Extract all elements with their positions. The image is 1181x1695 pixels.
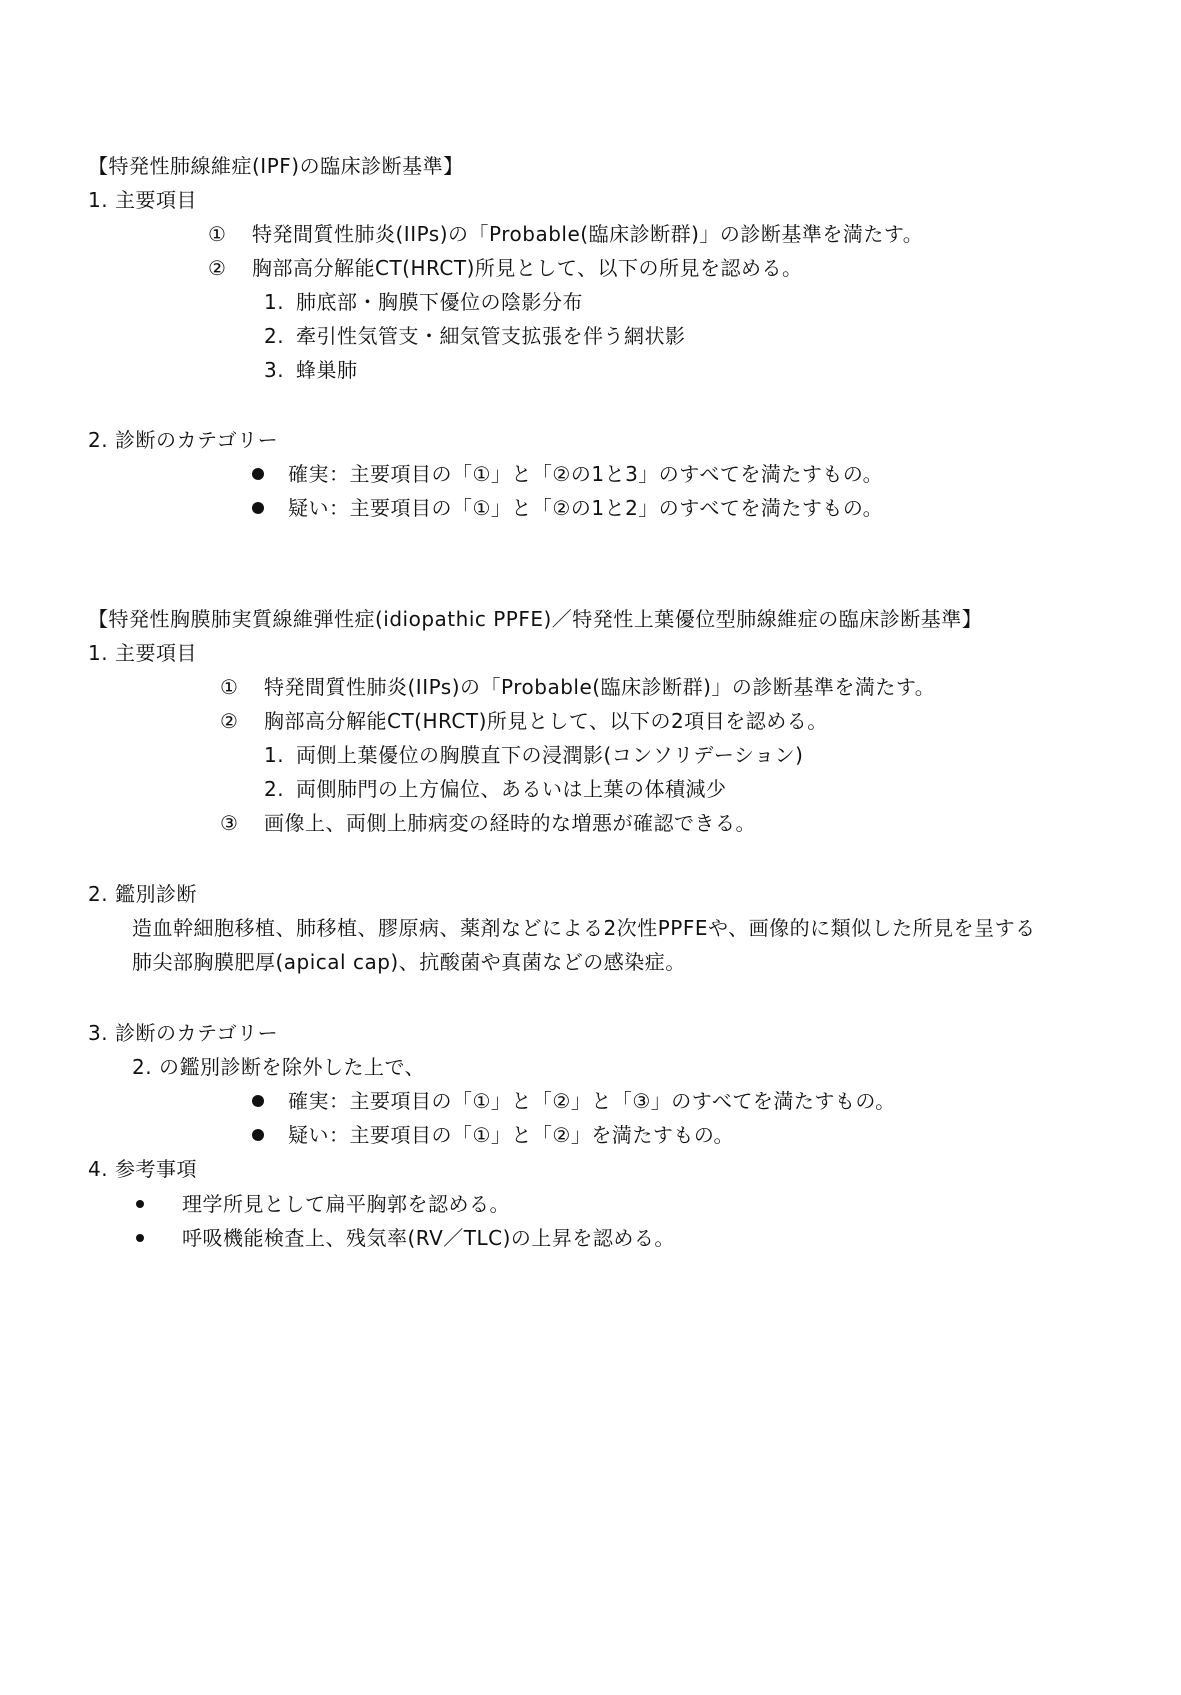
ppfe-diff-heading: 2. 鑑別診断 xyxy=(88,882,197,906)
ppfe-title: 【特発性胸膜肺実質線維弾性症(idiopathic PPFE)／特発性上葉優位型肺線維症の臨床診断基準】 xyxy=(88,607,983,631)
ppfe-ref-item-2 xyxy=(136,1224,675,1252)
ppfe-category-item-2 xyxy=(252,1121,734,1149)
category-text: 確実：主要項目の「①」と「②」と「③」のすべてを満たすもの。 xyxy=(288,1089,896,1113)
sub-number: 3. xyxy=(264,358,285,382)
ipf-sub-item-3 xyxy=(264,356,358,384)
ppfe-diff-line-2: 肺尖部胸膜肥厚(apical cap)、抗酸菌や真菌などの感染症。 xyxy=(132,950,686,974)
sub-text: 牽引性気管支・細気管支拡張を伴う網状影 xyxy=(296,324,686,348)
sub-text: 肺底部・胸膜下優位の陰影分布 xyxy=(296,290,583,314)
ppfe-item-1 xyxy=(220,673,935,701)
bullet-icon xyxy=(136,1234,144,1242)
sub-text: 蜂巣肺 xyxy=(296,358,358,382)
ipf-category-heading: 2. 診断のカテゴリー xyxy=(88,428,279,452)
circled-number-2: ② xyxy=(208,256,227,280)
bullet-icon xyxy=(252,1129,264,1141)
ipf-title: 【特発性肺線維症(IPF)の臨床診断基準】 xyxy=(88,154,464,178)
category-text: 疑い：主要項目の「①」と「②」を満たすもの。 xyxy=(288,1123,735,1147)
bullet-icon xyxy=(136,1200,144,1208)
ipf-main-heading: 1. 主要項目 xyxy=(88,188,197,212)
sub-text: 両側肺門の上方偏位、あるいは上葉の体積減少 xyxy=(296,777,727,801)
ppfe-ref-heading: 4. 参考事項 xyxy=(88,1157,197,1181)
ipf-item-1-text: 特発間質性肺炎(IIPs)の「Probable(臨床診断群)」の診断基準を満たす。 xyxy=(252,222,924,246)
bullet-icon xyxy=(252,1095,264,1107)
sub-number: 2. xyxy=(264,777,285,801)
category-text: 疑い：主要項目の「①」と「②の1と2」のすべてを満たすもの。 xyxy=(288,496,884,520)
ppfe-item-1-text: 特発間質性肺炎(IIPs)の「Probable(臨床診断群)」の診断基準を満たす。 xyxy=(264,675,936,699)
bullet-icon xyxy=(252,502,264,514)
ppfe-diff-line-1: 造血幹細胞移植、肺移植、膠原病、薬剤などによる2次性PPFEや、画像的に類似した所見を呈する xyxy=(132,916,1036,940)
ppfe-category-intro: 2. の鑑別診断を除外した上で、 xyxy=(132,1055,426,1079)
circled-number-2: ② xyxy=(220,709,239,733)
ipf-item-2 xyxy=(208,254,803,282)
circled-number-1: ① xyxy=(220,675,239,699)
ipf-item-2-text: 胸部高分解能CT(HRCT)所見として、以下の所見を認める。 xyxy=(252,256,803,280)
ipf-category-item-1 xyxy=(252,460,883,488)
ppfe-item-2-text: 胸部高分解能CT(HRCT)所見として、以下の2項目を認める。 xyxy=(264,709,828,733)
ipf-category-item-2 xyxy=(252,494,883,522)
sub-text: 両側上葉優位の胸膜直下の浸潤影(コンソリデーション) xyxy=(296,743,804,767)
ppfe-ref-item-1 xyxy=(136,1190,510,1218)
ref-text: 理学所見として扁平胸郭を認める。 xyxy=(182,1192,510,1216)
circled-number-3: ③ xyxy=(220,811,239,835)
bullet-icon xyxy=(252,468,264,480)
ppfe-item-3-text: 画像上、両側上肺病変の経時的な増悪が確認できる。 xyxy=(264,811,756,835)
ppfe-category-item-1 xyxy=(252,1087,896,1115)
sub-number: 2. xyxy=(264,324,285,348)
ppfe-item-3 xyxy=(220,809,756,837)
category-text: 確実：主要項目の「①」と「②の1と3」のすべてを満たすもの。 xyxy=(288,462,884,486)
ppfe-item-2 xyxy=(220,707,828,735)
ppfe-category-heading: 3. 診断のカテゴリー xyxy=(88,1021,279,1045)
ipf-sub-item-1 xyxy=(264,288,583,316)
sub-number: 1. xyxy=(264,290,285,314)
ipf-item-1 xyxy=(208,220,923,248)
ppfe-sub-item-1 xyxy=(264,741,803,769)
ppfe-main-heading: 1. 主要項目 xyxy=(88,641,197,665)
sub-number: 1. xyxy=(264,743,285,767)
ref-text: 呼吸機能検査上、残気率(RV／TLC)の上昇を認める。 xyxy=(182,1226,675,1250)
circled-number-1: ① xyxy=(208,222,227,246)
ipf-sub-item-2 xyxy=(264,322,686,350)
ppfe-sub-item-2 xyxy=(264,775,727,803)
